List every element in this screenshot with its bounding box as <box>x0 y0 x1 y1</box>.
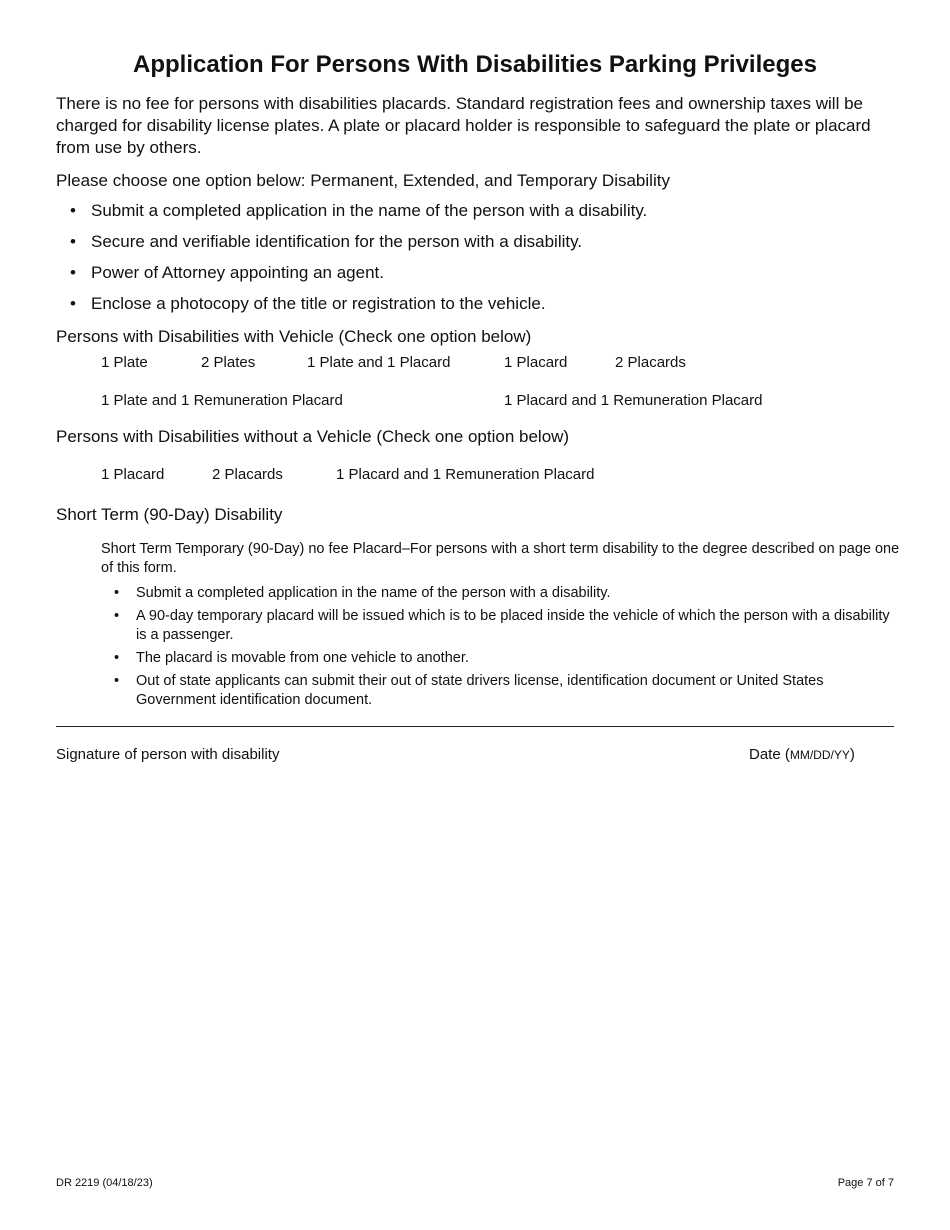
page-number: Page 7 of 7 <box>837 1177 894 1189</box>
date-format: MM/DD/YY <box>789 748 850 762</box>
list-item: • Out of state applicants can submit their out of state drivers license, identification document or United States Government identification document. <box>114 673 824 708</box>
bullet-icon: • <box>70 201 76 220</box>
choose-option-prompt: Please choose one option below: Permanent, Extended, and Temporary Disability <box>56 171 670 190</box>
list-item: • Enclose a photocopy of the title or registration to the vehicle. <box>70 294 546 313</box>
list-item: • The placard is movable from one vehicle to another. <box>114 650 469 666</box>
option-1-plate-1-placard[interactable]: 1 Plate and 1 Placard <box>307 354 451 371</box>
bullet-icon: • <box>70 263 76 282</box>
option-2-plates[interactable]: 2 Plates <box>201 354 256 371</box>
option-2-placards[interactable]: 2 Placards <box>615 354 686 371</box>
date-label: Date (MM/DD/YY) <box>749 746 855 763</box>
option-1-plate-1-remuneration-placard[interactable]: 1 Plate and 1 Remuneration Placard <box>101 392 343 409</box>
bullet-icon: • <box>114 608 120 624</box>
short-term-list <box>101 584 901 714</box>
signature-label: Signature of person with disability <box>56 746 280 763</box>
form-id: DR 2219 (04/18/23) <box>56 1177 153 1189</box>
requirements-list <box>56 200 647 324</box>
bullet-icon: • <box>114 673 120 689</box>
with-vehicle-heading: Persons with Disabilities with Vehicle (Check one option below) <box>56 327 532 346</box>
signature-line[interactable] <box>56 726 894 727</box>
intro-paragraph: There is no fee for persons with disabilities placards. Standard registration fees and ownership taxes will be charged for disability license plates. A plate or placard holder is responsible to safeguard the plate or placard from use by others. <box>56 94 871 157</box>
bullet-icon: • <box>70 232 76 251</box>
bullet-icon: • <box>114 585 120 601</box>
without-vehicle-heading: Persons with Disabilities without a Vehicle (Check one option below) <box>56 427 570 446</box>
option-no-vehicle-2-placards[interactable]: 2 Placards <box>212 466 283 483</box>
page-title: Application For Persons With Disabilities Parking Privileges <box>133 51 817 78</box>
option-1-plate[interactable]: 1 Plate <box>101 354 148 371</box>
option-1-placard-1-remuneration-placard[interactable]: 1 Placard and 1 Remuneration Placard <box>504 392 763 409</box>
short-term-description: Short Term Temporary (90-Day) no fee Placard–For persons with a short term disability to the degree described on page one of this form. <box>101 541 900 576</box>
option-no-vehicle-1-placard[interactable]: 1 Placard <box>101 466 165 483</box>
list-item: • Submit a completed application in the name of the person with a disability. <box>70 201 648 220</box>
option-no-vehicle-1-placard-1-remuneration[interactable]: 1 Placard and 1 Remuneration Placard <box>336 466 595 483</box>
list-item: • Power of Attorney appointing an agent. <box>70 263 384 282</box>
short-term-heading: Short Term (90-Day) Disability <box>56 505 283 524</box>
list-item: • A 90-day temporary placard will be issued which is to be placed inside the vehicle of which the person with a disability is a passenger. <box>114 608 890 643</box>
bullet-icon: • <box>114 650 120 666</box>
list-item: • Secure and verifiable identification for the person with a disability. <box>70 232 583 251</box>
option-1-placard[interactable]: 1 Placard <box>504 354 568 371</box>
list-item: • Submit a completed application in the name of the person with a disability. <box>114 585 611 601</box>
bullet-icon: • <box>70 294 76 313</box>
